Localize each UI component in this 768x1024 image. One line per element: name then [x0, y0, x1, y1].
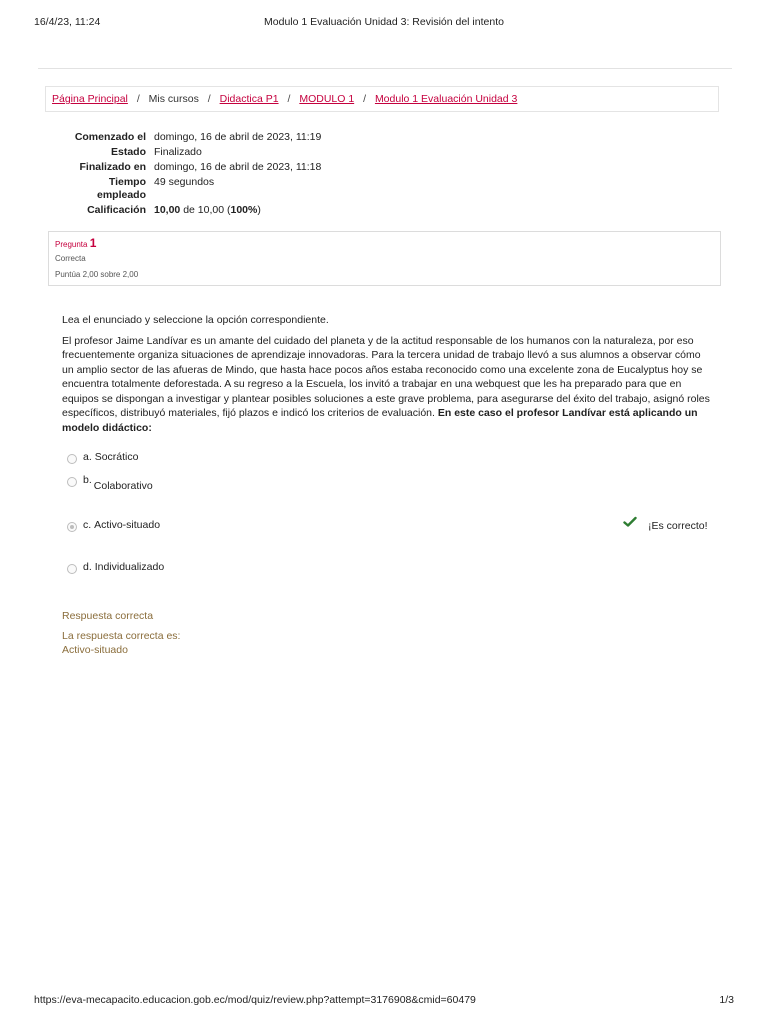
question-points: Puntúa 2,00 sobre 2,00	[55, 270, 139, 279]
checkmark-icon	[623, 516, 637, 528]
answer-option-c[interactable]	[67, 519, 160, 532]
summary-label: Calificación	[87, 204, 146, 216]
outcome-text: Respuesta correcta	[62, 610, 154, 622]
question-text	[62, 313, 712, 441]
page-url: https://eva-mecapacito.educacion.gob.ec/mod/quiz/review.php?attempt=3176908&cmid=60479	[34, 994, 476, 1006]
summary-grade-value	[154, 203, 321, 218]
answer-option-a[interactable]	[67, 451, 138, 464]
question-body	[62, 334, 712, 436]
header-divider	[38, 68, 732, 69]
option-text: Socrático	[94, 451, 139, 463]
answer-feedback: ¡Es correcto!	[648, 520, 708, 532]
radio-button[interactable]	[67, 477, 77, 487]
option-text: Individualizado	[94, 561, 165, 573]
option-text: Colaborativo	[93, 480, 153, 492]
grade-close: )	[257, 204, 261, 216]
option-letter: a.	[83, 451, 92, 463]
radio-button[interactable]	[67, 454, 77, 464]
question-state: Correcta	[55, 254, 86, 263]
right-answer-label: La respuesta correcta es:	[62, 630, 181, 642]
question-emphasis: En este caso el profesor Landívar está aplicando un modelo didáctico:	[62, 407, 698, 434]
question-instruction: Lea el enunciado y seleccione la opción correspondiente.	[62, 314, 329, 326]
breadcrumb-separator: /	[136, 93, 140, 105]
print-datetime: 16/4/23, 11:24	[34, 16, 101, 28]
right-answer-value: Activo-situado	[62, 644, 128, 656]
breadcrumb-home-link[interactable]: Página Principal	[52, 93, 128, 105]
question-number-value: 1	[89, 236, 97, 250]
summary-label: Estado	[110, 146, 146, 158]
summary-label: Comenzado el	[74, 131, 146, 143]
radio-button-selected[interactable]	[67, 522, 77, 532]
question-info-box	[48, 231, 721, 286]
breadcrumb-quiz-link[interactable]: Modulo 1 Evaluación Unidad 3	[374, 93, 518, 105]
summary-value: 49 segundos	[154, 176, 215, 188]
option-letter: c.	[83, 519, 92, 531]
breadcrumb-separator: /	[207, 93, 211, 105]
breadcrumb-my-courses[interactable]: Mis cursos	[148, 93, 199, 105]
grade-score: 10,00	[154, 204, 181, 216]
summary-label: Tiempo empleado	[96, 176, 146, 201]
attempt-summary-table	[60, 130, 321, 218]
grade-percent: 100%	[230, 204, 258, 216]
print-footer	[34, 994, 734, 1006]
question-number	[55, 236, 714, 250]
option-text: Activo-situado	[94, 519, 161, 531]
summary-row-time	[60, 175, 321, 203]
radio-button[interactable]	[67, 564, 77, 574]
grade-of: de 10,00 (	[183, 204, 231, 216]
summary-row-finished	[60, 160, 321, 175]
option-letter: d.	[83, 561, 92, 573]
breadcrumb	[45, 86, 719, 112]
option-letter: b.	[83, 474, 92, 486]
summary-row-state	[60, 145, 321, 160]
summary-label: Finalizado en	[79, 161, 146, 173]
breadcrumb-module-link[interactable]: MODULO 1	[299, 93, 355, 105]
print-title: Modulo 1 Evaluación Unidad 3: Revisión del intento	[264, 16, 504, 28]
question-label: Pregunta	[55, 240, 88, 249]
page-number: 1/3	[719, 994, 734, 1006]
question-body-text: El profesor Jaime Landívar es un amante del cuidado del planeta y de la actitud responsable de los humanos con la naturaleza, por eso frecuentemente organiza situaciones de aprendizaje innovadoras. Para la tercera unidad de trabajo llevó a sus alumnos a observar cómo un amplio sector de las afueras de Mindo, que hasta hace pocos años estaba reconocido como una excelente zona de Eucalyptus hoy se encuentra totalmente deforestada. A su regreso a la Escuela, los invitó a trabajar en una webquest que les ha preparado para que en equipos se dispongan a investigar y plantear posibles soluciones a este grave problema, para asegurarse del éxito del trabajo, asignó roles específicos, distribuyó materiales, fijó plazos e indicó los criterios de evaluación.	[62, 334, 710, 419]
answer-option-b[interactable]	[67, 474, 153, 492]
summary-value: Finalizado	[154, 146, 202, 158]
summary-row-started	[60, 130, 321, 145]
breadcrumb-separator: /	[287, 93, 291, 105]
breadcrumb-separator: /	[363, 93, 367, 105]
answer-option-d[interactable]	[67, 561, 164, 574]
summary-value: domingo, 16 de abril de 2023, 11:18	[154, 161, 322, 173]
summary-value: domingo, 16 de abril de 2023, 11:19	[154, 131, 322, 143]
breadcrumb-course-link[interactable]: Didactica P1	[219, 93, 279, 105]
summary-row-grade	[60, 203, 321, 218]
